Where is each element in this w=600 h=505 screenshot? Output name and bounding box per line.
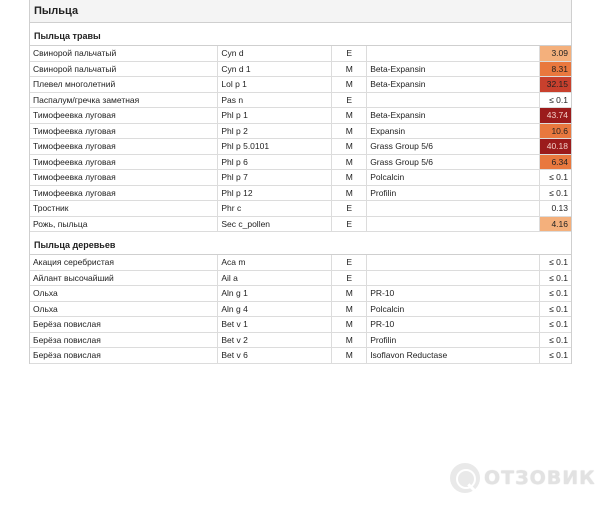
result-value: ≤ 0.1 (539, 170, 571, 186)
allergen-name: Тимофеевка луговая (30, 123, 218, 139)
allergen-code: Aca m (218, 255, 332, 270)
test-type: M (332, 139, 367, 155)
allergen-name: Тимофеевка луговая (30, 185, 218, 201)
result-value: ≤ 0.1 (539, 317, 571, 333)
protein-family (367, 216, 539, 232)
table-row (30, 332, 571, 348)
table-row (30, 317, 571, 333)
allergen-name: Ольха (30, 286, 218, 302)
allergen-code: Lol p 1 (218, 77, 332, 93)
test-type: M (332, 332, 367, 348)
protein-family: Grass Group 5/6 (367, 139, 539, 155)
test-type: M (332, 154, 367, 170)
allergen-code: Aln g 4 (218, 301, 332, 317)
allergen-code: Phl p 5.0101 (218, 139, 332, 155)
result-value: 3.09 (539, 46, 571, 61)
test-type: M (332, 301, 367, 317)
protein-family: Profilin (367, 332, 539, 348)
protein-family: Beta-Expansin (367, 108, 539, 124)
allergen-code: Cyn d (218, 46, 332, 61)
magnifier-icon (450, 463, 480, 493)
allergen-name: Тростник (30, 201, 218, 217)
table-row (30, 170, 571, 186)
test-type: E (332, 201, 367, 217)
allergen-code: Phr c (218, 201, 332, 217)
test-type: E (332, 92, 367, 108)
protein-family: Profilin (367, 185, 539, 201)
allergen-report-table (29, 0, 572, 364)
test-type: E (332, 255, 367, 270)
allergen-name: Тимофеевка луговая (30, 108, 218, 124)
table-row (30, 77, 571, 93)
table-row (30, 255, 571, 270)
allergen-code: Bet v 1 (218, 317, 332, 333)
allergen-code: Phl p 7 (218, 170, 332, 186)
test-type: M (332, 61, 367, 77)
section-title: Пыльца (30, 0, 571, 23)
table-row (30, 108, 571, 124)
result-value: 4.16 (539, 216, 571, 232)
result-value: ≤ 0.1 (539, 286, 571, 302)
table-row (30, 46, 571, 61)
allergen-code: Phl p 12 (218, 185, 332, 201)
test-type: M (332, 77, 367, 93)
allergen-code: Phl p 2 (218, 123, 332, 139)
result-value: 0.13 (539, 201, 571, 217)
test-type: M (332, 170, 367, 186)
protein-family (367, 201, 539, 217)
table-row (30, 92, 571, 108)
table-row (30, 270, 571, 286)
allergen-code: Phl p 1 (218, 108, 332, 124)
protein-family: Expansin (367, 123, 539, 139)
protein-family: PR-10 (367, 317, 539, 333)
table-row (30, 348, 571, 364)
protein-family (367, 255, 539, 270)
result-value: ≤ 0.1 (539, 348, 571, 364)
protein-family (367, 270, 539, 286)
table-row (30, 139, 571, 155)
test-type: M (332, 185, 367, 201)
protein-family: Isoflavon Reductase (367, 348, 539, 364)
allergen-name: Тимофеевка луговая (30, 154, 218, 170)
allergen-code: Phl p 6 (218, 154, 332, 170)
allergen-name: Свинорой пальчатый (30, 46, 218, 61)
test-type: M (332, 348, 367, 364)
allergen-code: Bet v 6 (218, 348, 332, 364)
table-row (30, 185, 571, 201)
result-value: 6.34 (539, 154, 571, 170)
group-title: Пыльца травы (30, 23, 571, 46)
result-value: 32.15 (539, 77, 571, 93)
table-row (30, 201, 571, 217)
protein-family (367, 92, 539, 108)
result-value: ≤ 0.1 (539, 301, 571, 317)
test-type: M (332, 317, 367, 333)
allergen-name: Рожь, пыльца (30, 216, 218, 232)
result-value: 10.6 (539, 123, 571, 139)
test-type: E (332, 46, 367, 61)
allergen-name: Берёза повислая (30, 332, 218, 348)
table-row (30, 61, 571, 77)
allergen-table (30, 46, 571, 232)
watermark (450, 463, 596, 493)
table-row (30, 123, 571, 139)
protein-family: Polcalcin (367, 301, 539, 317)
test-type: M (332, 286, 367, 302)
allergen-name: Берёза повислая (30, 348, 218, 364)
allergen-name: Ольха (30, 301, 218, 317)
allergen-name: Акация серебристая (30, 255, 218, 270)
allergen-code: Ail a (218, 270, 332, 286)
result-value: 40.18 (539, 139, 571, 155)
protein-family (367, 46, 539, 61)
allergen-code: Sec c_pollen (218, 216, 332, 232)
result-value: ≤ 0.1 (539, 270, 571, 286)
watermark-text: ОТЗОВИК (484, 467, 596, 489)
allergen-name: Плевел многолетний (30, 77, 218, 93)
test-type: E (332, 216, 367, 232)
test-type: E (332, 270, 367, 286)
result-value: 43.74 (539, 108, 571, 124)
allergen-name: Берёза повислая (30, 317, 218, 333)
allergen-table (30, 255, 571, 364)
result-value: ≤ 0.1 (539, 332, 571, 348)
table-row (30, 216, 571, 232)
test-type: M (332, 108, 367, 124)
group-title: Пыльца деревьев (30, 232, 571, 255)
protein-family: Beta-Expansin (367, 77, 539, 93)
table-row (30, 286, 571, 302)
table-row (30, 301, 571, 317)
protein-family: PR-10 (367, 286, 539, 302)
allergen-name: Айлант высочайший (30, 270, 218, 286)
table-row (30, 154, 571, 170)
allergen-code: Bet v 2 (218, 332, 332, 348)
protein-family: Polcalcin (367, 170, 539, 186)
protein-family: Beta-Expansin (367, 61, 539, 77)
result-value: ≤ 0.1 (539, 92, 571, 108)
allergen-code: Aln g 1 (218, 286, 332, 302)
test-type: M (332, 123, 367, 139)
allergen-code: Pas n (218, 92, 332, 108)
allergen-name: Тимофеевка луговая (30, 170, 218, 186)
allergen-name: Паспалум/гречка заметная (30, 92, 218, 108)
allergen-code: Cyn d 1 (218, 61, 332, 77)
allergen-name: Свинорой пальчатый (30, 61, 218, 77)
result-value: ≤ 0.1 (539, 255, 571, 270)
result-value: 8.31 (539, 61, 571, 77)
result-value: ≤ 0.1 (539, 185, 571, 201)
allergen-name: Тимофеевка луговая (30, 139, 218, 155)
groups-container (30, 23, 571, 364)
protein-family: Grass Group 5/6 (367, 154, 539, 170)
